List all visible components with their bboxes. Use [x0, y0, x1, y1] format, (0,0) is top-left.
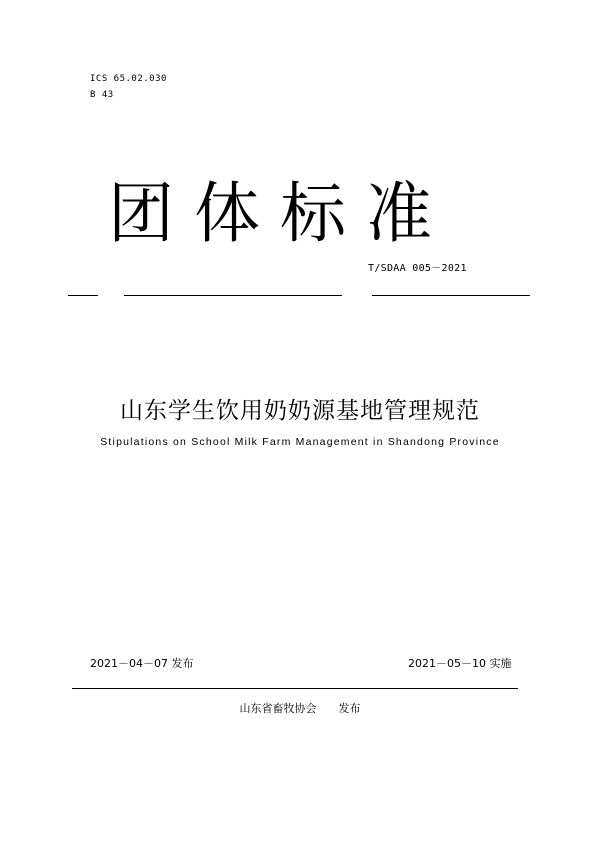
- standard-number: T/SDAA 005－2021: [368, 263, 467, 274]
- bottom-divider: [72, 688, 518, 689]
- issue-date: 2021－04－07 发布: [90, 657, 194, 670]
- publisher-action: 发布: [338, 702, 361, 715]
- ics-code: ICS 65.02.030: [90, 74, 167, 84]
- top-divider-right: [372, 295, 530, 296]
- publisher-org: 山东省畜牧协会: [239, 702, 317, 715]
- clc-code: B 43: [90, 90, 114, 100]
- implementation-date: 2021－05－10 实施: [408, 657, 512, 670]
- document-title-english: Stipulations on School Milk Farm Management in Shandong Province: [100, 436, 500, 448]
- standard-type-title: 团体标准: [108, 175, 452, 252]
- top-divider-middle: [124, 295, 342, 296]
- top-divider-left: [68, 295, 98, 296]
- publisher-line: [0, 702, 600, 716]
- document-title-chinese: 山东学生饮用奶奶源基地管理规范: [120, 398, 480, 424]
